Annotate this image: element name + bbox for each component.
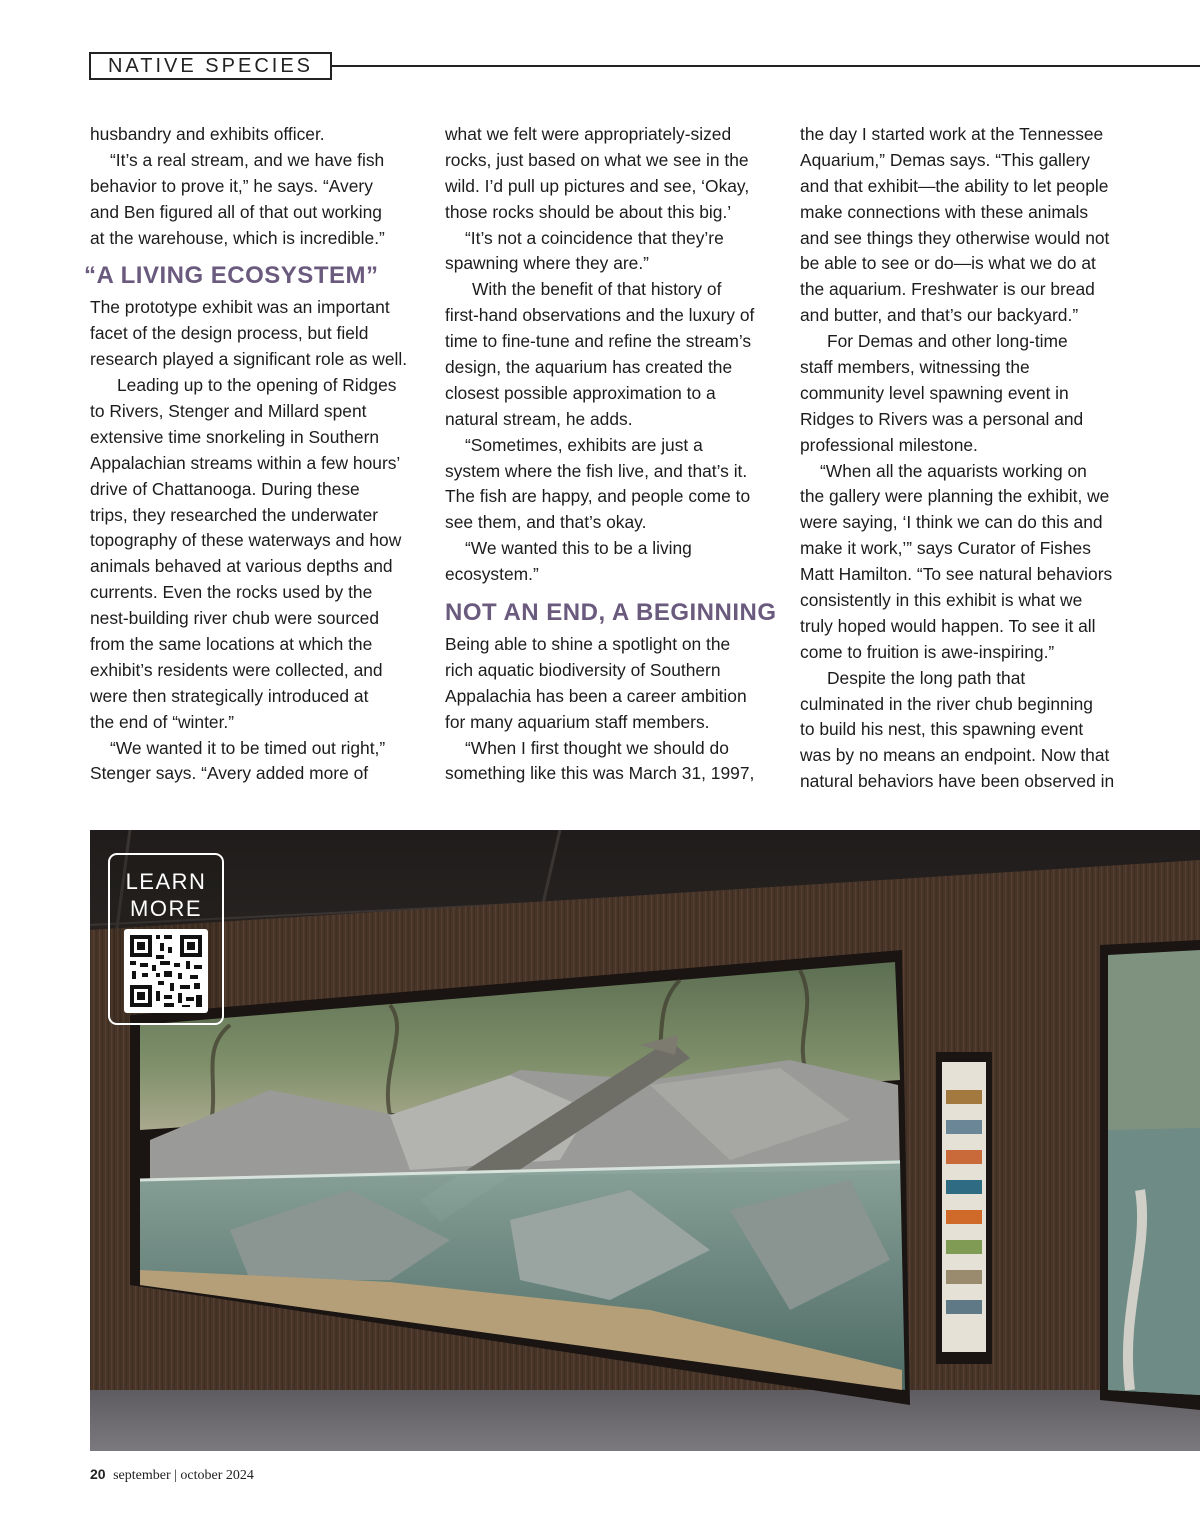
text-line: spawning where they are.” (445, 253, 649, 274)
qr-label-line-2: MORE (130, 896, 202, 921)
section-label: NATIVE SPECIES (89, 52, 332, 80)
page-number: 20 (90, 1466, 106, 1482)
text-line: and butter, and that’s our backyard.” (800, 305, 1079, 326)
text-line: “It’s a real stream, and we have fish (110, 149, 385, 170)
article-column-3 (800, 122, 1140, 795)
text-line: Being able to shine a spotlight on the (445, 634, 731, 655)
text-line: natural stream, he adds. (445, 408, 633, 429)
text-line: be able to see or do—is what we do at (800, 253, 1096, 274)
text-line: Appalachia has been a career ambition (445, 685, 747, 706)
text-line: Stenger says. “Avery added more of (90, 763, 369, 784)
text-line: Matt Hamilton. “To see natural behaviors (800, 564, 1113, 585)
text-line: to build his nest, this spawning event (800, 719, 1084, 740)
text-line: from the same locations at which the (90, 634, 373, 655)
text-line: For Demas and other long-time (827, 331, 1068, 352)
text-line: behavior to prove it,” he says. “Avery (90, 175, 373, 196)
text-line: The fish are happy, and people come to (445, 486, 751, 507)
text-line: wild. I’d pull up pictures and see, ‘Okay, (445, 175, 750, 196)
page-footer (90, 1466, 254, 1484)
article-column-1 (84, 122, 440, 787)
text-line: research played a significant role as well. (90, 349, 408, 370)
text-line: nest-building river chub were sourced (90, 608, 380, 629)
text-line: professional milestone. (800, 434, 978, 455)
text-line: were then strategically introduced at (90, 685, 369, 706)
text-line: system where the fish live, and that’s it. (445, 460, 748, 481)
text-line: rich aquatic biodiversity of Southern (445, 659, 721, 680)
qr-code-icon[interactable] (124, 929, 208, 1013)
text-line: currents. Even the rocks used by the (90, 582, 373, 603)
text-line: drive of Chattanooga. During these (90, 478, 360, 499)
text-line: at the warehouse, which is incredible.” (90, 227, 385, 248)
text-line: animals behaved at various depths and (90, 556, 393, 577)
text-line: trips, they researched the underwater (90, 504, 379, 525)
learn-more-qr-card[interactable] (108, 853, 224, 1025)
text-line: and see things they otherwise would not (800, 227, 1110, 248)
header-rule (332, 65, 1200, 67)
text-line: community level spawning event in (800, 382, 1069, 403)
text-line: truly hoped would happen. To see it all (800, 615, 1096, 636)
text-line: first-hand observations and the luxury of (445, 305, 755, 326)
exhibit-illustration (90, 830, 1200, 1451)
text-line: The prototype exhibit was an important (90, 297, 390, 318)
text-line: Appalachian streams within a few hours’ (90, 452, 401, 473)
text-line: was by no means an endpoint. Now that (800, 745, 1110, 766)
text-line: were saying, ‘I think we can do this and (800, 512, 1103, 533)
text-line: something like this was March 31, 1997, (445, 763, 755, 784)
text-line: “It’s not a coincidence that they’re (465, 227, 724, 248)
text-line: “We wanted it to be timed out right,” (110, 737, 386, 758)
text-line: “Sometimes, exhibits are just a (465, 434, 703, 455)
text-line: what we felt were appropriately-sized (445, 124, 732, 144)
text-line: come to fruition is awe-inspiring.” (800, 641, 1055, 662)
text-line: and that exhibit—the ability to let people (800, 175, 1109, 196)
text-line: topography of these waterways and how (90, 530, 402, 551)
text-line: Ridges to Rivers was a personal and (800, 408, 1084, 429)
article-column-2 (445, 122, 795, 787)
text-line: for many aquarium staff members. (445, 711, 710, 732)
text-line: natural behaviors have been observed in (800, 771, 1115, 792)
text-line: time to fine-tune and refine the stream’s (445, 331, 752, 352)
text-line: With the benefit of that history of (472, 279, 722, 300)
text-line: and Ben figured all of that out working (90, 201, 382, 222)
text-line: the aquarium. Freshwater is our bread (800, 279, 1095, 300)
section-heading: NOT AN END, A BEGINNING (445, 599, 777, 627)
text-line: “When I first thought we should do (465, 737, 729, 758)
text-line: design, the aquarium has created the (445, 357, 733, 378)
issue-date: september | october 2024 (113, 1468, 254, 1483)
text-line: extensive time snorkeling in Southern (90, 426, 380, 447)
text-line: Aquarium,” Demas says. “This gallery (800, 149, 1090, 170)
qr-label-line-1: LEARN (125, 869, 207, 894)
qr-pattern (124, 929, 208, 1013)
text-line: staff members, witnessing the (800, 357, 1030, 378)
text-line: “We wanted this to be a living (465, 538, 692, 559)
text-line: Despite the long path that (827, 667, 1026, 688)
text-line: exhibit’s residents were collected, and (90, 659, 383, 680)
aquarium-exhibit-photo (90, 830, 1200, 1451)
text-line: facet of the design process, but field (90, 323, 369, 344)
text-line: the gallery were planning the exhibit, we (800, 486, 1110, 507)
text-line: make it work,’” says Curator of Fishes (800, 538, 1091, 559)
text-line: the end of “winter.” (90, 711, 235, 732)
text-line: see them, and that’s okay. (445, 512, 647, 533)
text-line: rocks, just based on what we see in the (445, 149, 749, 170)
text-line: culminated in the river chub beginning (800, 693, 1093, 714)
text-line: closest possible approximation to a (445, 382, 716, 403)
text-line: husbandry and exhibits officer. (90, 124, 325, 144)
text-line: the day I started work at the Tennessee (800, 124, 1104, 144)
text-line: Leading up to the opening of Ridges (117, 375, 397, 396)
text-line: ecosystem.” (445, 564, 539, 585)
text-line: “When all the aquarists working on (820, 460, 1087, 481)
section-heading: “A LIVING ECOSYSTEM” (84, 262, 379, 290)
text-line: to Rivers, Stenger and Millard spent (90, 401, 367, 422)
text-line: make connections with these animals (800, 201, 1089, 222)
text-line: consistently in this exhibit is what we (800, 590, 1083, 611)
text-line: those rocks should be about this big.’ (445, 201, 732, 222)
